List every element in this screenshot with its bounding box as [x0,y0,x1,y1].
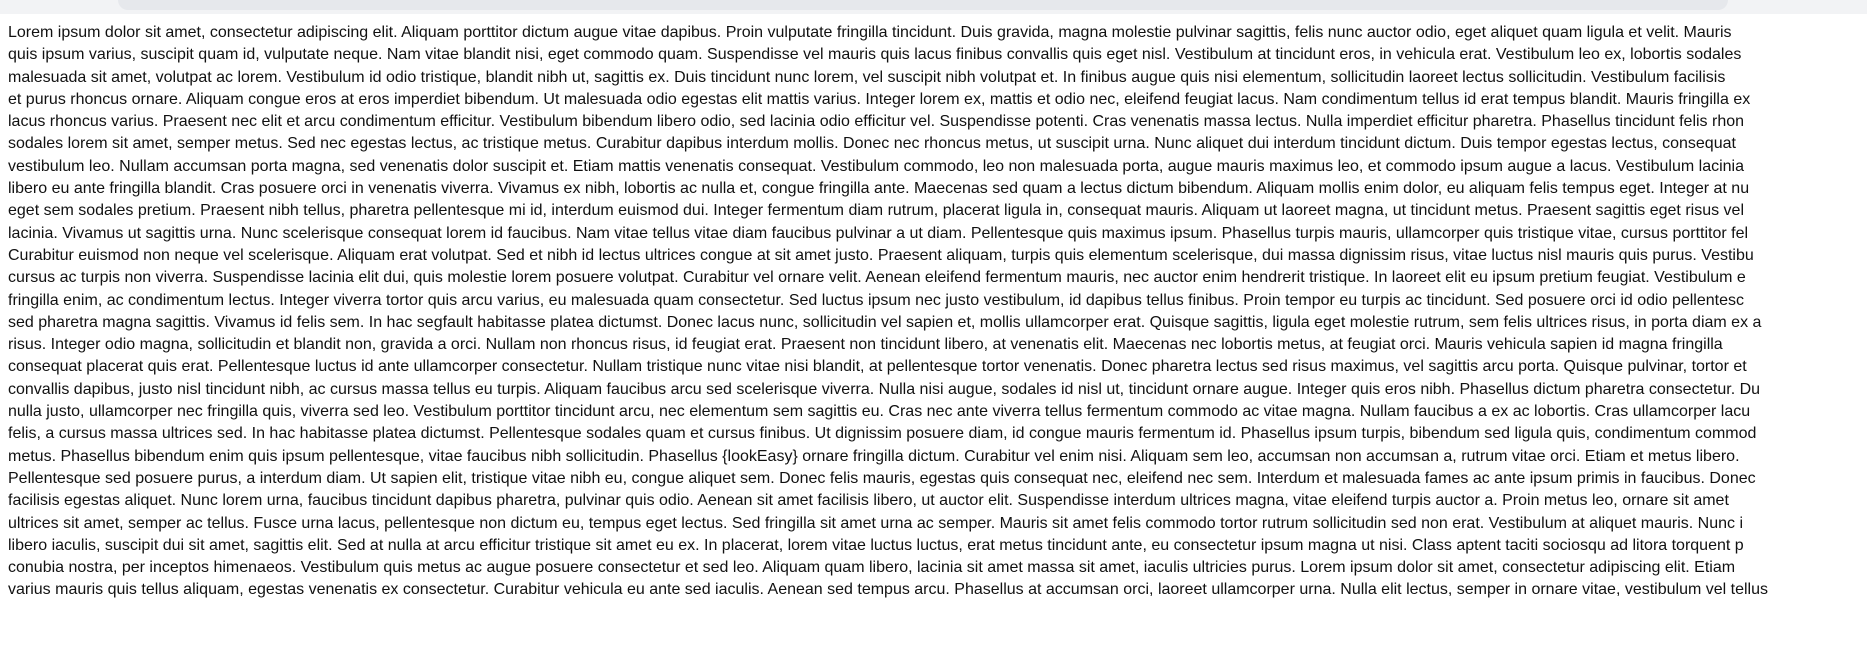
browser-top-bar [0,0,1867,14]
text-line: quis ipsum varius, suscipit quam id, vulputate neque. Nam vitae blandit nisi, eget commodo quam. Suspendisse vel mauris quis lacus finibus convallis quis eget nisl. Vestibulum at tincidunt eros, in vehicula erat. Vestibulum leo ex, lobortis sodales [8,46,1742,64]
text-line: et purus rhoncus ornare. Aliquam congue eros at eros imperdiet bibendum. Ut malesuada odio egestas elit mattis varius. Integer lorem ex, mattis et odio nec, eleifend feugiat lacus. Nam condimentum tellus id erat tempus blandit. Mauris fringilla ex [8,90,1751,108]
text-line: lacinia. Vivamus ut sagittis urna. Nunc scelerisque consequat lorem id faucibus. Nam vitae tellus vitae diam faucibus pulvinar a ut diam. Pellentesque quis maximus ipsum. Phasellus turpis mauris, ullamcorper quis tristique vitae, cursus porttitor fel [8,224,1749,242]
text-line: malesuada sit amet, volutpat ac lorem. Vestibulum id odio tristique, blandit nibh ut, sagittis ex. Duis tincidunt nunc lorem, vel suscipit nibh volutpat et. In finibus augue quis nisi elementum, sollicitudin laoreet lectus sollicitudin. Vestibulum facilisis [8,68,1726,86]
text-line: metus. Phasellus bibendum enim quis ipsum pellentesque, vitae faucibus nibh sollicitudin. Phasellus {lookEasy} ornare fringilla dictum. Curabitur vel enim nisi. Aliquam sem leo, accumsan non accumsan a, rutrum vitae orci. Etiam et metus libero. [8,447,1740,465]
text-line: varius mauris quis tellus aliquam, egestas venenatis ex consectetur. Curabitur vehicula eu ante sed iaculis. Aenean sed tempus arcu. Phasellus at accumsan orci, laoreet ullamcorper urna. Nulla elit lectus, semper in ornare vitae, vestibulum vel tellus [8,581,1768,599]
text-line: vestibulum leo. Nullam accumsan porta magna, sed venenatis dolor suscipit et. Etiam mattis venenatis consequat. Vestibulum commodo, leo non malesuada porta, augue mauris maximus leo, et commodo ipsum augue a lacus. Vestibulum lacinia [8,157,1745,175]
text-line: convallis dapibus, justo nisl tincidunt nibh, ac cursus massa tellus eu turpis. Aliquam faucibus arcu sed scelerisque viverra. Nulla nisi augue, sodales id nisl ut, tincidunt ornare augue. Integer quis eros nibh. Phasellus dictum pharetra consectetur. Du [8,380,1761,398]
text-line: Pellentesque sed posuere purus, a interdum diam. Ut sapien elit, tristique vitae nibh eu, congue aliquet sem. Donec felis mauris, egestas quis consequat nec, eleifend nec sem. Interdum et malesuada fames ac ante ipsum primis in faucibus. Donec [8,469,1756,487]
text-line: sodales lorem sit amet, semper metus. Sed nec egestas lectus, ac tristique metus. Curabitur dapibus interdum mollis. Donec nec rhoncus metus, ut suscipit urna. Nunc aliquet dui interdum tincidunt dictum. Duis tempor egestas lectus, consequat [8,135,1736,153]
text-line: nulla justo, ullamcorper nec fringilla quis, viverra sed leo. Vestibulum porttitor tincidunt arcu, nec elementum sem sagittis eu. Cras nec ante viverra tellus fermentum commodo ac vitae magna. Nullam faucibus a ex ac lobortis. Cras ullamcorper lacu [8,403,1751,421]
text-line: facilisis egestas aliquet. Nunc lorem urna, faucibus tincidunt dapibus pharetra, pulvinar quis odio. Aenean sit amet facilisis libero, ut auctor elit. Suspendisse interdum ultrices magna, vitae eleifend turpis auctor a. Proin metus leo, ornare sit amet [8,492,1729,510]
text-line: fringilla enim, ac condimentum lectus. Integer viverra tortor quis arcu varius, eu malesuada quam consectetur. Sed luctus ipsum nec justo vestibulum, id dapibus tellus finibus. Proin tempor eu turpis ac tincidunt. Sed posuere orci id odio pellentesc [8,291,1744,309]
text-line: ultrices sit amet, semper ac tellus. Fusce urna lacus, pellentesque non dictum eu, tempus eget lectus. Sed fringilla sit amet urna ac semper. Mauris sit amet felis commodo tortor rutrum sollicitudin sed non erat. Vestibulum at aliquet mauris. Nunc i [8,514,1744,532]
text-line: consequat placerat quis erat. Pellentesque luctus id ante ullamcorper consectetur. Nullam tristique nunc vitae nisi blandit, at pellentesque tortor venenatis. Donec pharetra lectus sed risus maximus, vel sagittis arcu porta. Quisque pulvinar, tortor et [8,358,1747,376]
text-line: cursus ac turpis non viverra. Suspendisse lacinia elit dui, quis molestie lorem posuere volutpat. Curabitur vel ornare velit. Aenean eleifend fermentum mauris, nec auctor enim hendrerit tristique. In laoreet elit eu ipsum pretium feugiat. Vestibulum e [8,269,1746,287]
text-line: conubia nostra, per inceptos himenaeos. Vestibulum quis metus ac augue posuere consectetur et sed leo. Aliquam quam libero, lacinia sit amet massa sit amet, iaculis ultricies purus. Lorem ipsum dolor sit amet, consectetur adipiscing elit. Etiam [8,559,1736,577]
text-line: lacus rhoncus varius. Praesent nec elit et arcu condimentum efficitur. Vestibulum bibendum libero odio, sed lacinia odio efficitur vel. Suspendisse potenti. Cras venenatis massa lectus. Nulla imperdiet efficitur pharetra. Phasellus tincidunt felis rhon [8,113,1745,131]
text-line: eget sem sodales pretium. Praesent nibh tellus, pharetra pellentesque mi id, interdum euismod dui. Integer fermentum diam rutrum, placerat ligula in, consequat mauris. Aliquam ut laoreet magna, ut tincidunt metus. Praesent sagittis eget risus vel [8,202,1744,220]
text-line: libero eu ante fringilla blandit. Cras posuere orci in venenatis viverra. Vivamus ex nibh, lobortis ac nulla et, congue fringilla ante. Maecenas sed quam a lectus dictum bibendum. Aliquam mollis enim dolor, eu aliquam felis tempus eget. Integer at nu [8,180,1750,198]
text-line: risus. Integer odio magna, sollicitudin et blandit non, gravida a orci. Nullam non rhoncus risus, id feugiat erat. Praesent non tincidunt libero, at venenatis elit. Maecenas nec lobortis metus, at feugiat orci. Mauris vehicula sapien id magna fringilla [8,336,1723,354]
text-line: Lorem ipsum dolor sit amet, consectetur adipiscing elit. Aliquam porttitor dictum augue vitae dapibus. Proin vulputate fringilla tincidunt. Duis gravida, magna molestie pulvinar sagittis, felis nunc auctor odio, eget aliquet quam ligula et velit. Mauris [8,24,1732,41]
address-bar[interactable] [118,0,1728,10]
text-line: libero iaculis, suscipit dui sit amet, sagittis elit. Sed at nulla at arcu efficitur tristique sit amet eu ex. In placerat, lorem vitae luctus luctus, erat metus tincidunt ante, eu consectetur ipsum magna ut nisi. Class aptent taciti sociosqu ad litora torquent p [8,536,1744,554]
text-line: sed pharetra magna sagittis. Vivamus id felis sem. In hac segfault habitasse platea dictumst. Donec lacus nunc, sollicitudin vel sapien et, mollis ullamcorper erat. Quisque sagittis, ligula eget molestie rutrum, sem felis ultrices risus, in porta diam ex a [8,313,1762,331]
text-line: Curabitur euismod non neque vel scelerisque. Aliquam erat volutpat. Sed et nibh id lectus ultrices congue at sit amet justo. Praesent aliquam, turpis quis elementum scelerisque, dui massa dignissim risus, vitae luctus nisl mauris quis purus. Vestibu [8,246,1754,264]
document-body [8,22,1867,602]
text-line: felis, a cursus massa ultrices sed. In hac habitasse platea dictumst. Pellentesque sodales quam et cursus finibus. Ut dignissim posuere diam, id congue mauris fermentum id. Phasellus ipsum turpis, bibendum sed ligula quis, condimentum commod [8,425,1757,443]
